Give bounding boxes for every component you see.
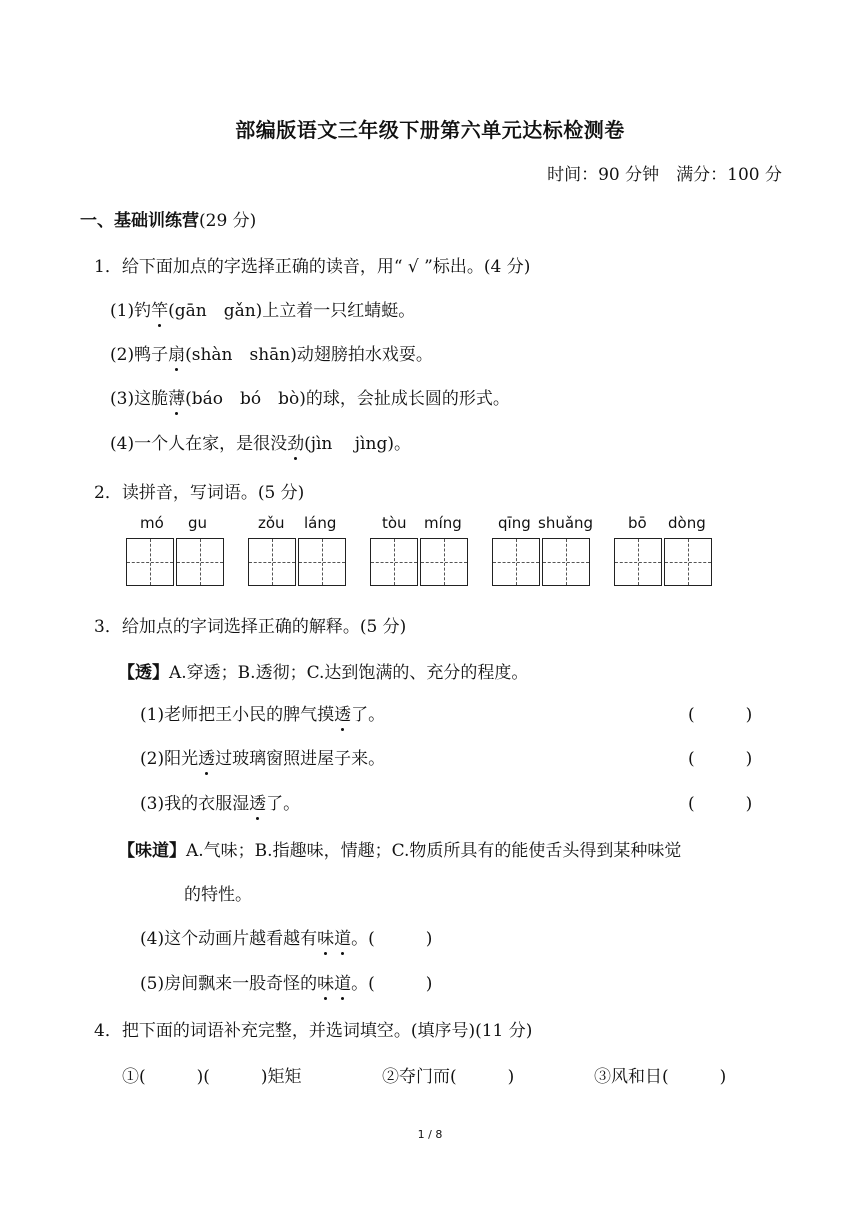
- answer-blank[interactable]: ( ): [688, 749, 753, 769]
- term-label: 【透】: [118, 663, 169, 683]
- q3-item: (1)老师把王小民的脾气摸透了。: [140, 700, 385, 725]
- writing-box[interactable]: [542, 538, 590, 586]
- dotted-char: 道: [334, 969, 351, 994]
- dotted-char: 道: [334, 924, 351, 949]
- q3-item: (3)我的衣服湿透了。: [140, 789, 300, 814]
- dotted-char: 味: [317, 924, 334, 949]
- q3-item: (2)阳光透过玻璃窗照进屋子来。: [140, 744, 385, 769]
- pinyin-label: bō: [628, 514, 647, 532]
- pinyin-label: tòu: [382, 514, 407, 532]
- page-number: 1 / 8: [417, 1128, 443, 1141]
- pinyin-label: gu: [188, 514, 208, 532]
- dotted-char: 竿: [151, 296, 168, 321]
- q1-item: (4)一个人在家，是很没劲(jìn jìng)。: [110, 429, 411, 454]
- answer-blank[interactable]: 。( ): [351, 974, 433, 994]
- q4-word-3[interactable]: ③风和日( ): [594, 1067, 727, 1087]
- writing-box[interactable]: [492, 538, 540, 586]
- dotted-char: 透: [198, 744, 215, 769]
- q2-prompt: 2．读拼音，写词语。(5 分): [94, 483, 305, 503]
- definition-weidao: 【味道】A.气味；B.指趣味，情趣；C.物质所具有的能使舌头得到某种味觉: [118, 841, 682, 861]
- writing-box[interactable]: [126, 538, 174, 586]
- term-label: 【味道】: [118, 841, 186, 861]
- writing-box[interactable]: [370, 538, 418, 586]
- section-score: (29 分): [199, 211, 257, 231]
- q4-word-1[interactable]: ①( )( )矩矩: [122, 1067, 302, 1087]
- writing-box[interactable]: [176, 538, 224, 586]
- q3-prompt: 3．给加点的字词选择正确的解释。(5 分): [94, 617, 407, 637]
- dotted-char: 味: [317, 969, 334, 994]
- definition-continued: 的特性。: [184, 885, 252, 905]
- q1-prompt: 1．给下面加点的字选择正确的读音，用“ √ ”标出。(4 分): [94, 257, 531, 277]
- q3-item: (4)这个动画片越看越有味道。( ): [140, 924, 432, 949]
- pinyin-label: shuǎng: [538, 514, 594, 532]
- pinyin-label: míng: [424, 514, 462, 532]
- pinyin-label: láng: [304, 514, 337, 532]
- definition-tou: 【透】A.穿透；B.透彻；C.达到饱满的、充分的程度。: [118, 663, 529, 683]
- answer-blank[interactable]: 。( ): [351, 929, 433, 949]
- q1-item: (3)这脆薄(báo bó bò)的球，会扯成长圆的形式。: [110, 384, 510, 409]
- dotted-char: 扇: [168, 340, 185, 365]
- exam-meta: 时间：90 分钟 满分：100 分: [547, 165, 782, 185]
- writing-box[interactable]: [420, 538, 468, 586]
- dotted-char: 劲: [287, 429, 304, 454]
- pinyin-label: zǒu: [258, 514, 285, 532]
- page-title: 部编版语文三年级下册第六单元达标检测卷: [235, 118, 625, 142]
- pinyin-label: dòng: [668, 514, 706, 532]
- q1-item: (2)鸭子扇(shàn shān)动翅膀拍水戏耍。: [110, 340, 433, 365]
- writing-box[interactable]: [664, 538, 712, 586]
- q1-item: (1)钓竿(gān gǎn)上立着一只红蜻蜓。: [110, 296, 415, 321]
- dotted-char: 透: [334, 700, 351, 725]
- answer-blank[interactable]: ( ): [688, 794, 753, 814]
- answer-blank[interactable]: ( ): [688, 705, 753, 725]
- writing-box[interactable]: [248, 538, 296, 586]
- writing-box[interactable]: [614, 538, 662, 586]
- q4-word-2[interactable]: ②夺门而( ): [382, 1067, 515, 1087]
- pinyin-label: mó: [140, 514, 164, 532]
- q3-item: (5)房间飘来一股奇怪的味道。( ): [140, 969, 432, 994]
- pinyin-label: qīng: [498, 514, 531, 532]
- section-label: 一、基础训练营: [80, 211, 199, 231]
- q4-prompt: 4．把下面的词语补充完整，并选词填空。(填序号)(11 分): [94, 1021, 533, 1041]
- dotted-char: 透: [249, 789, 266, 814]
- section-heading: [80, 206, 256, 231]
- writing-box[interactable]: [298, 538, 346, 586]
- dotted-char: 薄: [168, 384, 185, 409]
